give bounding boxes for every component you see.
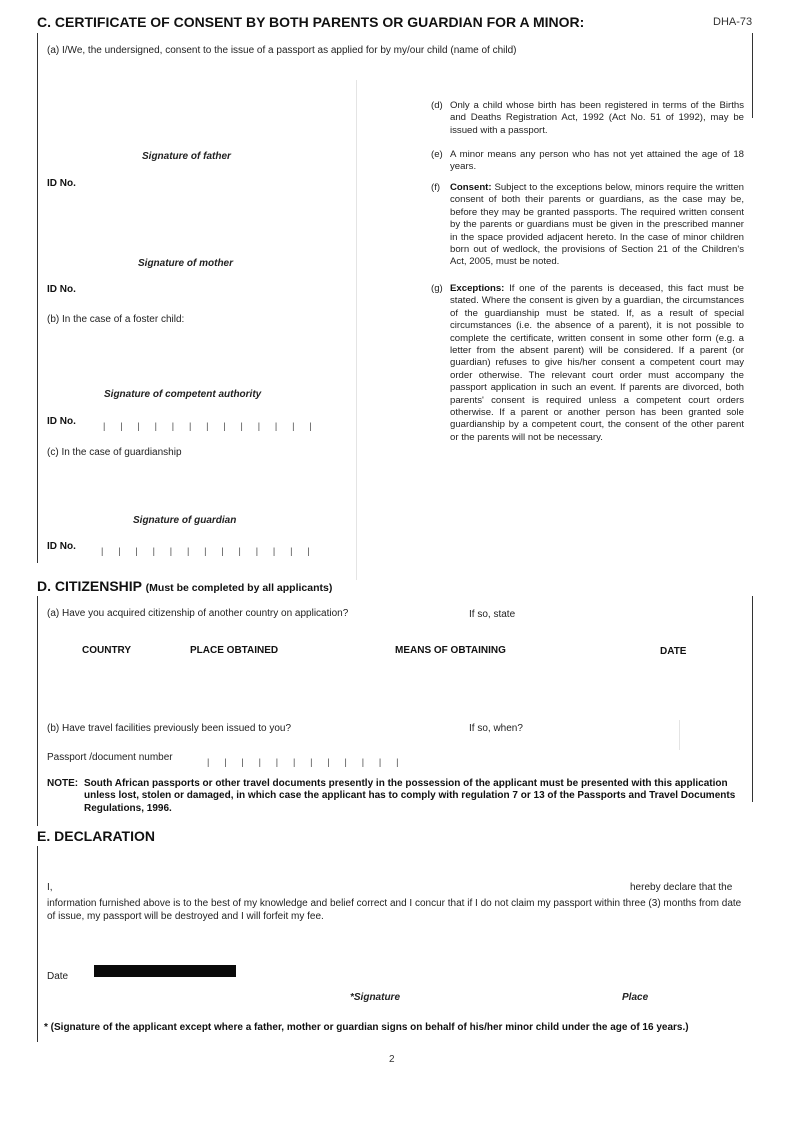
section-d-item-a: (a) Have you acquired citizenship of another country on application? [47, 608, 349, 619]
section-c-item-a: (a) I/We, the undersigned, consent to the issue of a passport as applied for by my/our child (name of child) [47, 45, 517, 56]
section-c-item-b: (b) In the case of a foster child: [47, 314, 185, 325]
id-no-label: ID No. [47, 541, 76, 552]
declaration-text: information furnished above is to the best of my knowledge and belief correct and I concur that if I do not claim my passport within three (3) months from date of issue, my passport will be destroyed and I will forfeit my fee. [47, 898, 742, 922]
right-border-top [752, 33, 753, 118]
column-date: DATE [660, 646, 687, 657]
footnote: * (Signature of the applicant except where a father, mother or guardian signs on behalf of his/her minor child under the age of 16 years.) [44, 1022, 689, 1033]
note-lead: Exceptions: [450, 283, 505, 294]
column-means-of-obtaining: MEANS OF OBTAINING [395, 645, 506, 656]
if-so-state-label: If so, state [469, 609, 516, 620]
id-no-label: ID No. [47, 416, 76, 427]
hereby-declare-label: hereby declare that the [630, 882, 733, 893]
left-border-d [37, 596, 38, 826]
section-d-subtitle: (Must be completed by all applicants) [145, 582, 333, 594]
date-label: Date [47, 971, 69, 982]
note-label: (d) [431, 100, 443, 111]
note-label: (f) [431, 182, 441, 193]
note-e [431, 149, 744, 174]
note-label-d: NOTE: [47, 778, 79, 789]
if-so-when-label: If so, when? [469, 723, 523, 734]
page-number: 2 [389, 1054, 395, 1065]
section-e-title: E. DECLARATION [37, 828, 155, 844]
note-text-d: South African passports or other travel documents presently in the possession of the applicant must be presented with this application unless lost, stolen or damaged, in which case the applicant has to comply with regulation 7 or 13 of the Passports and Travel Documents Regulations, 1996. [84, 778, 736, 814]
signature-guardian-label: Signature of guardian [133, 515, 237, 526]
section-d-item-b: (b) Have travel facilities previously been issued to you? [47, 723, 292, 734]
note-label: (g) [431, 283, 443, 294]
id-no-label: ID No. [47, 178, 76, 189]
declaration-i-label: I, [47, 882, 53, 893]
left-border-c [37, 33, 38, 563]
column-place-obtained: PLACE OBTAINED [190, 645, 279, 656]
form-code: DHA-73 [713, 16, 753, 28]
passport-number-field[interactable]: | | | | | | | | | | | | [207, 757, 399, 767]
signature-authority-label: Signature of competent authority [104, 389, 262, 400]
section-d-title [37, 578, 332, 594]
note-label: (e) [431, 149, 443, 160]
note-g [431, 283, 744, 444]
redacted-date-value [94, 965, 236, 977]
signature-label: *Signature [350, 992, 401, 1003]
section-c-item-c: (c) In the case of guardianship [47, 447, 182, 458]
signature-father-label: Signature of father [142, 151, 231, 162]
section-c-title: C. CERTIFICATE OF CONSENT BY BOTH PARENTS OR GUARDIAN FOR A MINOR: [37, 14, 585, 30]
scan-line [356, 80, 357, 580]
right-border-d [752, 596, 753, 802]
note-text: Only a child whose birth has been registered in terms of the Births and Deaths Registration Act, 1992 (Act No. 51 of 1992), may be issued with a passport. [450, 100, 744, 136]
note-text: If one of the parents is deceased, this fact must be stated. Where the consent is given by a guardian, the circumstances of the guardianship must be stated. If, as a result of special circumstances (i.e. the absence of a parent), it is not possible to complete the certificate, written consent in some other form (e.g. a letter from the absent parent) will be considered. If a parent (or guardian) refuses to give his/her consent a competent court may order otherwise. The relevant court order must accompany the passport application in such an event. If parents are divorced, both parents' consent is required unless a competent court orders otherwise. If a parent or another person has been granted sole guardianship by a competent court, the consent of the other parent or the parents will not be necessary. [450, 283, 744, 443]
scan-line [679, 720, 680, 750]
section-d-heading: D. CITIZENSHIP [37, 578, 142, 594]
place-label: Place [622, 992, 649, 1003]
note-text: A minor means any person who has not yet attained the age of 18 years. [450, 149, 744, 173]
passport-number-label: Passport /document number [47, 752, 173, 763]
note-f [431, 182, 744, 269]
column-country: COUNTRY [82, 645, 132, 656]
id-no-label: ID No. [47, 284, 76, 295]
left-border-e [37, 846, 38, 1042]
signature-mother-label: Signature of mother [138, 258, 234, 269]
note-d [431, 100, 744, 137]
note-text: Subject to the exceptions below, minors require the written consent of both their parents or guardians, as the case may be, before they may be granted passports. The required written consent by the parents or guardians must be given in the prescribed manner in the space provided adjacent hereto. In the case of minor children born out of wedlock, the provisions of Section 21 of the Children's Act, 2005, must be noted. [450, 182, 744, 268]
note-lead: Consent: [450, 182, 492, 193]
id-number-field[interactable]: | | | | | | | | | | | | | [101, 546, 310, 556]
id-number-field[interactable]: | | | | | | | | | | | | | [103, 421, 312, 431]
